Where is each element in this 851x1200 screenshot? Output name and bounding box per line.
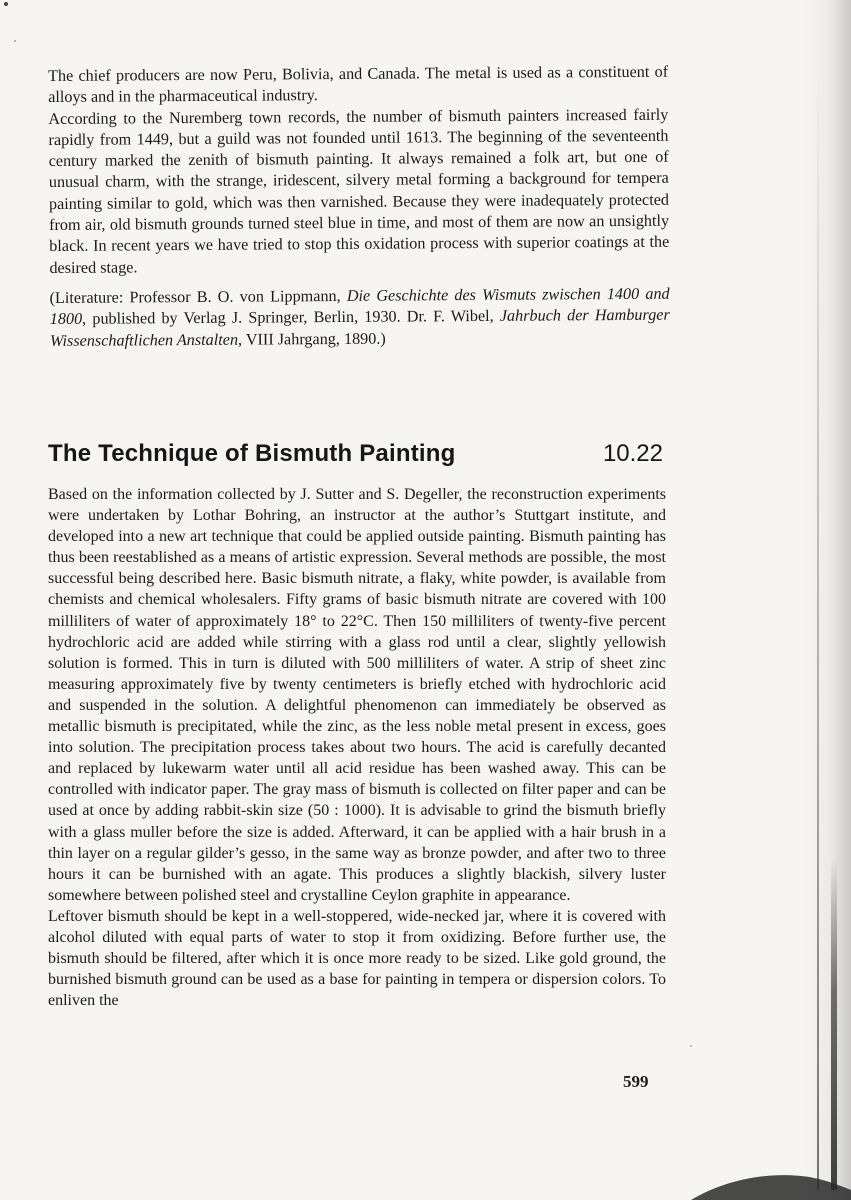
intro-section [48, 62, 670, 368]
scan-speck [690, 1045, 692, 1047]
scan-edge-dark [831, 860, 837, 1190]
scan-edge-shadow [805, 0, 851, 1200]
scan-speck [4, 2, 8, 6]
intro-paragraph: The chief producers are now Peru, Bolivia, and Canada. The metal is used as a constituent of alloys and in the pharmaceutical industry. [48, 62, 669, 107]
section-title: The Technique of Bismuth Painting [48, 440, 456, 467]
body-paragraph: Based on the information collected by J. Sutter and S. Degeller, the reconstruction experiments were undertaken by Lothar Bohring, an instructor at the author’s Stuttgart institute, and developed into a new art technique that could be applied outside painting. Bismuth painting has thus been reestablished as a means of artistic expression. Several methods are possible, the most successful being described here. Basic bismuth nitrate, a flaky, white powder, is available from chemists and chemical wholesalers. Fifty grams of basic bismuth nitrate are covered with 100 milliliters of water of approximately 18° to 22°C. Then 150 milliliters of twenty-five percent hydrochloric acid are added while stirring with a glass rod until a clear, slightly yellowish solution is formed. This in turn is diluted with 500 milliliters of water. A strip of sheet zinc measuring approximately five by twenty centimeters is briefly etched with hydrochloric acid and suspended in the solution. A delightful phenomenon can immediately be observed as metallic bismuth is precipitated, while the zinc, as the less noble metal present in excess, goes into solution. The precipitation process takes about two hours. The acid is carefully decanted and replaced by lukewarm water until all acid residue has been washed away. This can be controlled with indicator paper. The gray mass of bismuth is collected on filter paper and can be used at once by adding rabbit-skin size (50 : 1000). It is advisable to grind the bismuth briefly with a glass muller before the size is added. Afterward, it can be applied with a hair brush in a thin layer on a regular gilder’s gesso, in the same way as bronze powder, and after two to three hours it can be burnished with an agate. This produces a slightly blackish, silvery luster somewhere between polished steel and crystalline Ceylon graphite in appearance. [48, 486, 666, 904]
page-number: 599 [623, 1072, 649, 1091]
section-body [48, 484, 666, 1011]
scan-speck [14, 40, 16, 42]
section-heading [48, 440, 663, 468]
literature-prefix: (Literature: Professor B. O. von Lippmann, [49, 286, 347, 307]
page-curl-shadow [691, 1160, 851, 1200]
literature-journal-title: Jahrbuch der Hamburger Wissenschaftlichen Anstalten [49, 305, 670, 350]
body-paragraph: Leftover bismuth should be kept in a well-stoppered, wide-necked jar, where it is covered with alcohol diluted with equal parts of water to stop it from oxidizing. Before further use, the bismuth should be filtered, after which it is once more ready to be sized. Like gold ground, the burnished bismuth ground can be used as a base for painting in tempera or dispersion colors. To enliven the [48, 907, 666, 1010]
literature-suffix: , VIII Jahrgang, 1890.) [237, 329, 386, 349]
literature-middle: , published by Verlag J. Springer, Berlin, 1930. Dr. F. Wibel, [82, 307, 500, 329]
intro-paragraph: According to the Nuremberg town records, the number of bismuth painters increased fairly rapidly from 1449, but a guild was not founded until 1613. The beginning of the seventeenth century marked the zenith of bismuth painting. It always remained a folk art, but one of unusual charm, with the strange, iridescent, silvery metal forming a background for tempera painting similar to gold, which was then varnished. Because they were inadequately protected from air, old bismuth grounds turned steel blue in time, and most of them are now an unsightly black. In recent years we have tried to stop this oxidation process with superior coatings at the desired stage. [48, 105, 670, 277]
scan-edge-line [817, 80, 819, 1190]
literature-reference [50, 284, 670, 352]
section-number: 10.22 [602, 440, 663, 467]
literature-book-title: Die Geschichte des Wismuts zwischen 1400 and 1800 [49, 284, 670, 329]
